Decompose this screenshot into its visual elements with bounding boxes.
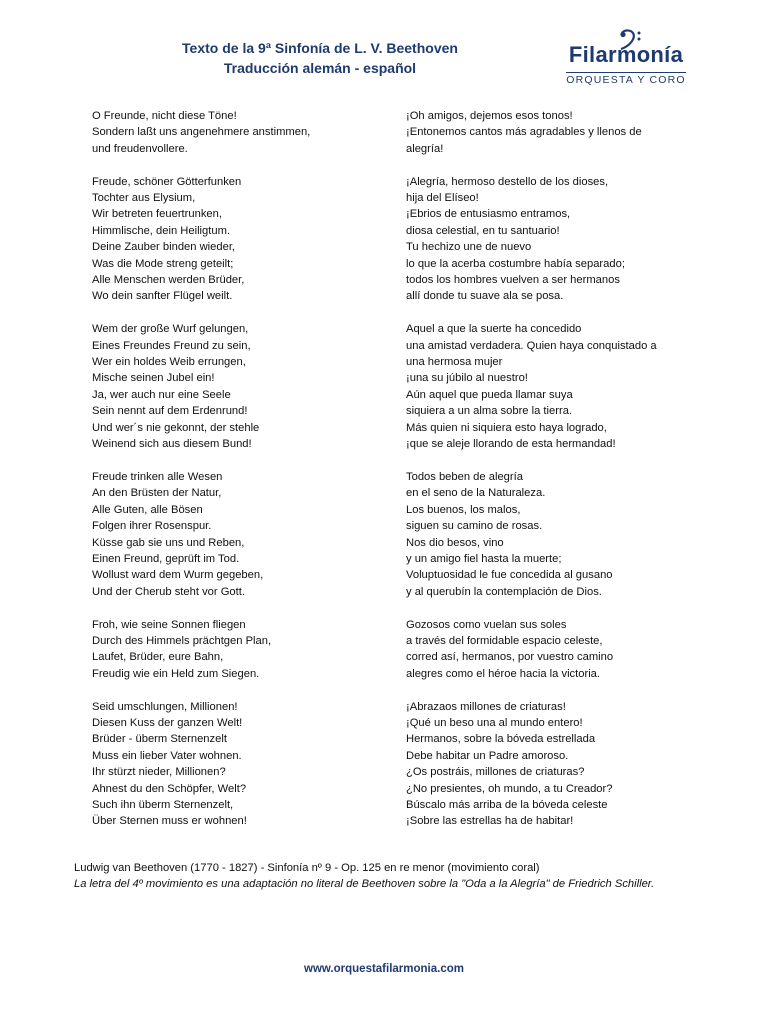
german-lyric-line: Seid umschlungen, Millionen! (92, 700, 238, 713)
german-lyric-line: Und wer´s nie gekonnt, der stehle (92, 421, 260, 434)
spanish-lyric-line: y al querubín la contemplación de Dios. (406, 585, 602, 598)
german-lyric-line: Wem der große Wurf gelungen, (92, 323, 249, 336)
website-link[interactable]: www.orquestafilarmonia.com (304, 963, 464, 975)
spanish-stanza (406, 469, 716, 600)
spanish-lyric-line: siquiera a un alma sobre la tierra. (406, 405, 573, 418)
document-subtitle: Traducción alemán - español (223, 60, 417, 76)
spanish-lyric-line: ¡Qué un beso una al mundo entero! (406, 716, 583, 729)
spanish-lyric-line: Hermanos, sobre la bóveda estrellada (406, 733, 596, 746)
spanish-stanza (406, 108, 716, 157)
spanish-lyric-line: una hermosa mujer (406, 356, 503, 369)
german-lyric-line: Folgen ihrer Rosenspur. (92, 520, 212, 533)
spanish-lyric-line: en el seno de la Naturaleza. (406, 487, 546, 500)
spanish-lyric-line: ¿Os postráis, millones de criaturas? (406, 766, 585, 779)
spanish-stanza (406, 174, 716, 305)
german-lyric-line: Und der Cherub steht vor Gott. (92, 585, 245, 598)
german-lyric-line: und freudenvollere. (92, 142, 188, 155)
german-stanza (92, 699, 382, 830)
logo-divider (566, 72, 686, 73)
spanish-stanza (406, 699, 716, 830)
german-lyric-line: Wir betreten feuertrunken, (92, 208, 222, 221)
spanish-stanza (406, 617, 716, 683)
german-lyric-line: Küsse gab sie uns und Reben, (92, 536, 245, 549)
german-stanza (92, 108, 382, 157)
spanish-lyric-line: Búscalo más arriba de la bóveda celeste (406, 798, 608, 811)
german-lyric-line: Wollust ward dem Wurm gegeben, (92, 569, 264, 582)
spanish-lyric-line: ¡Oh amigos, dejemos esos tonos! (406, 110, 573, 122)
spanish-lyric-line: una amistad verdadera. Quien haya conquistado a (406, 339, 657, 352)
spanish-lyric-line: diosa celestial, en tu santuario! (406, 224, 560, 237)
spanish-lyric-line: Aquel a que la suerte ha concedido (406, 323, 582, 336)
german-lyric-line: Diesen Kuss der ganzen Welt! (92, 716, 243, 729)
german-lyric-line: Wo dein sanfter Flügel weilt. (92, 290, 233, 303)
spanish-lyric-line: Nos dio besos, vino (406, 536, 504, 549)
spanish-lyric-line: lo que la acerba costumbre había separado; (406, 257, 625, 270)
german-lyric-line: Einen Freund, geprüft im Tod. (92, 552, 240, 565)
german-lyric-line: Deine Zauber binden wieder, (92, 241, 236, 254)
spanish-lyric-line: hija del Elíseo! (406, 192, 479, 205)
spanish-lyric-line: corred así, hermanos, por vuestro camino (406, 651, 614, 664)
spanish-lyric-line: alegría! (406, 142, 444, 155)
german-lyric-line: Freudig wie ein Held zum Siegen. (92, 667, 260, 680)
german-lyric-line: Ahnest du den Schöpfer, Welt? (92, 782, 247, 795)
german-lyric-line: Such ihn überm Sternenzelt, (92, 798, 234, 811)
spanish-lyric-line: alegres como el héroe hacia la victoria. (406, 667, 601, 680)
german-lyric-line: O Freunde, nicht diese Töne! (92, 110, 237, 122)
german-lyric-line: Alle Guten, alle Bösen (92, 503, 203, 516)
spanish-lyric-line: Aún aquel que pueda llamar suya (406, 388, 573, 401)
german-lyric-line: Freude trinken alle Wesen (92, 470, 223, 483)
spanish-lyric-line: Tu hechizo une de nuevo (406, 241, 532, 254)
german-lyric-line: Eines Freundes Freund zu sein, (92, 339, 251, 352)
german-lyric-line: Muss ein lieber Vater wohnen. (92, 749, 242, 762)
german-lyric-line: Froh, wie seine Sonnen fliegen (92, 618, 246, 631)
german-lyric-line: Durch des Himmels prächtgen Plan, (92, 634, 272, 647)
german-lyric-line: Freude, schöner Götterfunken (92, 175, 242, 188)
logo-tagline: ORQUESTA Y CORO (566, 74, 686, 86)
spanish-lyric-line: ¡que se aleje llorando de esta hermandad! (406, 438, 616, 451)
spanish-lyric-line: ¡Alegría, hermoso destello de los dioses, (406, 175, 609, 188)
german-lyric-line: Ja, wer auch nur eine Seele (92, 388, 231, 401)
german-lyric-line: Sein nennt auf dem Erdenrund! (92, 405, 248, 418)
german-lyric-line: Sondern laßt uns angenehmere anstimmen, (92, 126, 311, 139)
footer-note: La letra del 4º movimiento es una adaptación no literal de Beethoven sobre la "Oda a la Alegría" de Friedrich Schiller. (74, 878, 655, 891)
footer-credit: Ludwig van Beethoven (1770 - 1827) - Sinfonía nº 9 - Op. 125 en re menor (movimiento coral) (74, 862, 540, 874)
german-lyric-line: Alle Menschen werden Brüder, (92, 274, 245, 287)
logo-name: Filarmonía (568, 42, 684, 67)
spanish-lyric-line: Los buenos, los malos, (406, 503, 521, 516)
filarmonia-logo (564, 28, 688, 88)
german-stanza (92, 321, 382, 452)
spanish-stanza (406, 321, 716, 452)
document-header (130, 38, 510, 78)
german-lyric-line: Mische seinen Jubel ein! (92, 372, 215, 385)
spanish-lyric-line: ¡Ebrios de entusiasmo entramos, (406, 208, 571, 221)
german-lyrics-column (92, 108, 382, 846)
german-lyric-line: Was die Mode streng geteilt; (92, 257, 234, 270)
spanish-lyric-line: siguen su camino de rosas. (406, 520, 543, 533)
german-lyric-line: Weinend sich aus diesem Bund! (92, 438, 252, 451)
spanish-lyric-line: a través del formidable espacio celeste, (406, 634, 603, 647)
german-lyric-line: An den Brüsten der Natur, (92, 487, 222, 500)
spanish-lyrics-column (406, 108, 716, 846)
spanish-lyric-line: allí donde tu suave ala se posa. (406, 290, 564, 303)
german-lyric-line: Laufet, Brüder, eure Bahn, (92, 651, 224, 664)
spanish-lyric-line: todos los hombres vuelven a ser hermanos (406, 274, 620, 287)
spanish-lyric-line: Todos beben de alegría (406, 470, 523, 483)
german-lyric-line: Ihr stürzt nieder, Millionen? (92, 766, 226, 779)
german-stanza (92, 174, 382, 305)
spanish-lyric-line: Voluptuosidad le fue concedida al gusano (406, 569, 613, 582)
german-stanza (92, 617, 382, 683)
spanish-lyric-line: Debe habitar un Padre amoroso. (406, 749, 569, 762)
spanish-lyric-line: Gozosos como vuelan sus soles (406, 618, 567, 631)
german-lyric-line: Himmlische, dein Heiligtum. (92, 224, 231, 237)
german-lyric-line: Über Sternen muss er wohnen! (92, 815, 247, 828)
german-lyric-line: Brüder - überm Sternenzelt (92, 733, 227, 746)
spanish-lyric-line: ¡una su júbilo al nuestro! (406, 372, 528, 385)
spanish-lyric-line: Más quien ni siquiera esto haya logrado, (406, 421, 607, 434)
spanish-lyric-line: ¡Entonemos cantos más agradables y llenos de (406, 126, 642, 139)
german-lyric-line: Tochter aus Elysium, (92, 192, 196, 205)
document-title: Texto de la 9ª Sinfonía de L. V. Beethoven (182, 40, 458, 56)
spanish-lyric-line: ¡Abrazaos millones de criaturas! (406, 700, 566, 713)
german-stanza (92, 469, 382, 600)
german-lyric-line: Wer ein holdes Weib errungen, (92, 356, 246, 369)
spanish-lyric-line: ¿No presientes, oh mundo, a tu Creador? (406, 782, 613, 795)
footer-notes (74, 860, 684, 893)
spanish-lyric-line: ¡Sobre las estrellas ha de habitar! (406, 815, 574, 828)
spanish-lyric-line: y un amigo fiel hasta la muerte; (406, 552, 562, 565)
